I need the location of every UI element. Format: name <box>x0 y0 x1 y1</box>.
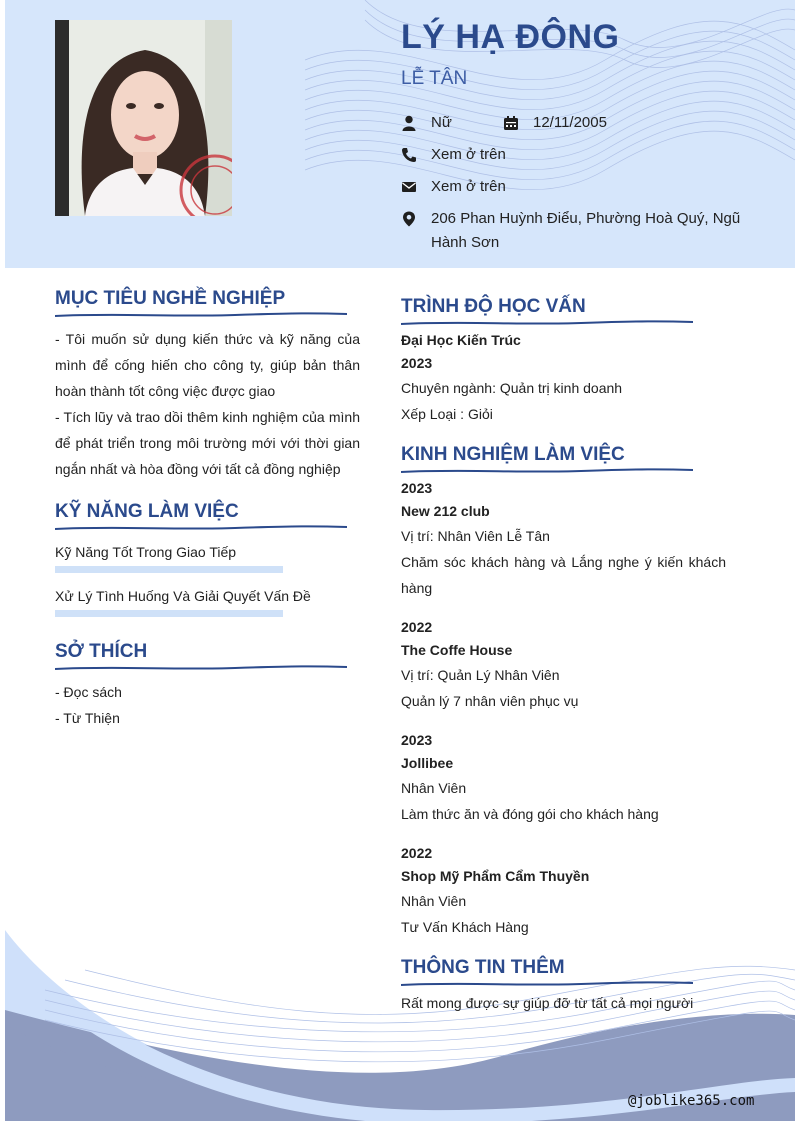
experience-desc: Tư Vấn Khách Hàng <box>401 919 529 935</box>
skills-title: KỸ NĂNG LÀM VIỆC <box>55 501 239 522</box>
envelope-icon <box>401 179 417 195</box>
objective-underline <box>55 312 347 318</box>
experience-year: 2023 <box>401 480 433 496</box>
hobby-item: - Từ Thiện <box>55 710 120 726</box>
objective-text <box>55 326 360 482</box>
experience-title: KINH NGHIỆM LÀM VIỆC <box>401 444 625 465</box>
skills-underline <box>55 525 347 531</box>
experience-year: 2023 <box>401 732 433 748</box>
email-value: Xem ở trên <box>431 178 506 195</box>
experience-year: 2022 <box>401 619 433 635</box>
objective-line: để phát triển trong môi trường mới với thời gian <box>55 435 360 451</box>
cv-header <box>5 0 795 268</box>
experience-section <box>401 444 693 474</box>
additional-underline <box>401 981 693 987</box>
experience-company: Jollibee <box>401 755 454 771</box>
hobbies-underline <box>55 665 347 671</box>
watermark: @joblike365.com <box>628 1093 755 1109</box>
hobby-item: - Đọc sách <box>55 684 122 700</box>
skill-bar <box>55 566 283 573</box>
objective-section <box>55 288 347 318</box>
experience-position: Nhân Viên <box>401 893 467 909</box>
experience-desc: Quản lý 7 nhân viên phục vụ <box>401 693 579 709</box>
experience-position: Vị trí: Quản Lý Nhân Viên <box>401 667 560 683</box>
candidate-name: LÝ HẠ ĐÔNG <box>401 18 620 56</box>
skill-bar <box>55 610 283 617</box>
additional-text: Rất mong được sự giúp đỡ từ tất cả mọi người <box>401 995 694 1011</box>
experience-company: Shop Mỹ Phẩm Cẩm Thuyền <box>401 868 590 884</box>
phone-value: Xem ở trên <box>431 146 506 163</box>
experience-company: New 212 club <box>401 503 490 519</box>
experience-desc: Chăm sóc khách hàng và Lắng nghe ý kiến khách <box>401 554 726 570</box>
phone-icon <box>401 147 417 163</box>
experience-underline <box>401 468 693 474</box>
education-underline <box>401 320 693 326</box>
education-title: TRÌNH ĐỘ HỌC VẤN <box>401 296 586 317</box>
experience-desc: Làm thức ăn và đóng gói cho khách hàng <box>401 806 659 822</box>
experience-year: 2022 <box>401 845 433 861</box>
skill-label: Kỹ Năng Tốt Trong Giao Tiếp <box>55 544 237 560</box>
additional-section <box>401 957 693 987</box>
education-year: 2023 <box>401 355 433 371</box>
experience-company: The Coffe House <box>401 642 513 658</box>
education-school <box>401 332 726 348</box>
education-section <box>401 296 693 326</box>
skill-label: Xử Lý Tình Huống Và Giải Quyết Vấn Đề <box>55 588 311 604</box>
hobbies-list <box>55 679 360 731</box>
objective-line: - Tôi muốn sử dụng kiến thức và kỹ năng của <box>55 331 360 347</box>
address-line-1: 206 Phan Huỳnh Điểu, Phường Hoà Quý, Ngũ <box>431 210 741 227</box>
user-icon <box>401 115 417 131</box>
objective-line: - Tích lũy và trao dồi thêm kinh nghiệm của mình <box>55 409 360 425</box>
cv-page <box>5 0 795 1121</box>
skills-section <box>55 501 347 531</box>
experience-position: Nhân Viên <box>401 780 467 796</box>
objective-line: ngắn nhất và hòa đồng với tất cả đồng nghiệp <box>55 461 341 477</box>
objective-line: hoàn thành tốt công việc được giao <box>55 383 276 399</box>
address-line-2: Hành Sơn <box>431 234 500 251</box>
calendar-icon <box>503 115 519 131</box>
profile-photo <box>55 20 232 216</box>
address-row <box>401 207 781 257</box>
school-name: Đại Học Kiến Trúc <box>401 332 521 348</box>
map-pin-icon <box>401 211 417 227</box>
additional-title: THÔNG TIN THÊM <box>401 957 565 978</box>
education-major: Chuyên ngành: Quản trị kinh doanh <box>401 380 623 396</box>
experience-position: Vị trí: Nhân Viên Lễ Tân <box>401 528 550 544</box>
hobbies-title: SỞ THÍCH <box>55 641 148 662</box>
gender-value: Nữ <box>431 114 452 131</box>
education-grade: Xếp Loại : Giỏi <box>401 406 493 422</box>
objective-title: MỤC TIÊU NGHỀ NGHIỆP <box>55 288 286 309</box>
experience-desc: hàng <box>401 580 433 596</box>
birthdate-value: 12/11/2005 <box>533 114 607 131</box>
objective-line: mình để cống hiến cho công ty, giúp bản thân <box>55 357 360 373</box>
hobbies-section <box>55 641 347 671</box>
candidate-title: LỄ TÂN <box>401 68 468 89</box>
